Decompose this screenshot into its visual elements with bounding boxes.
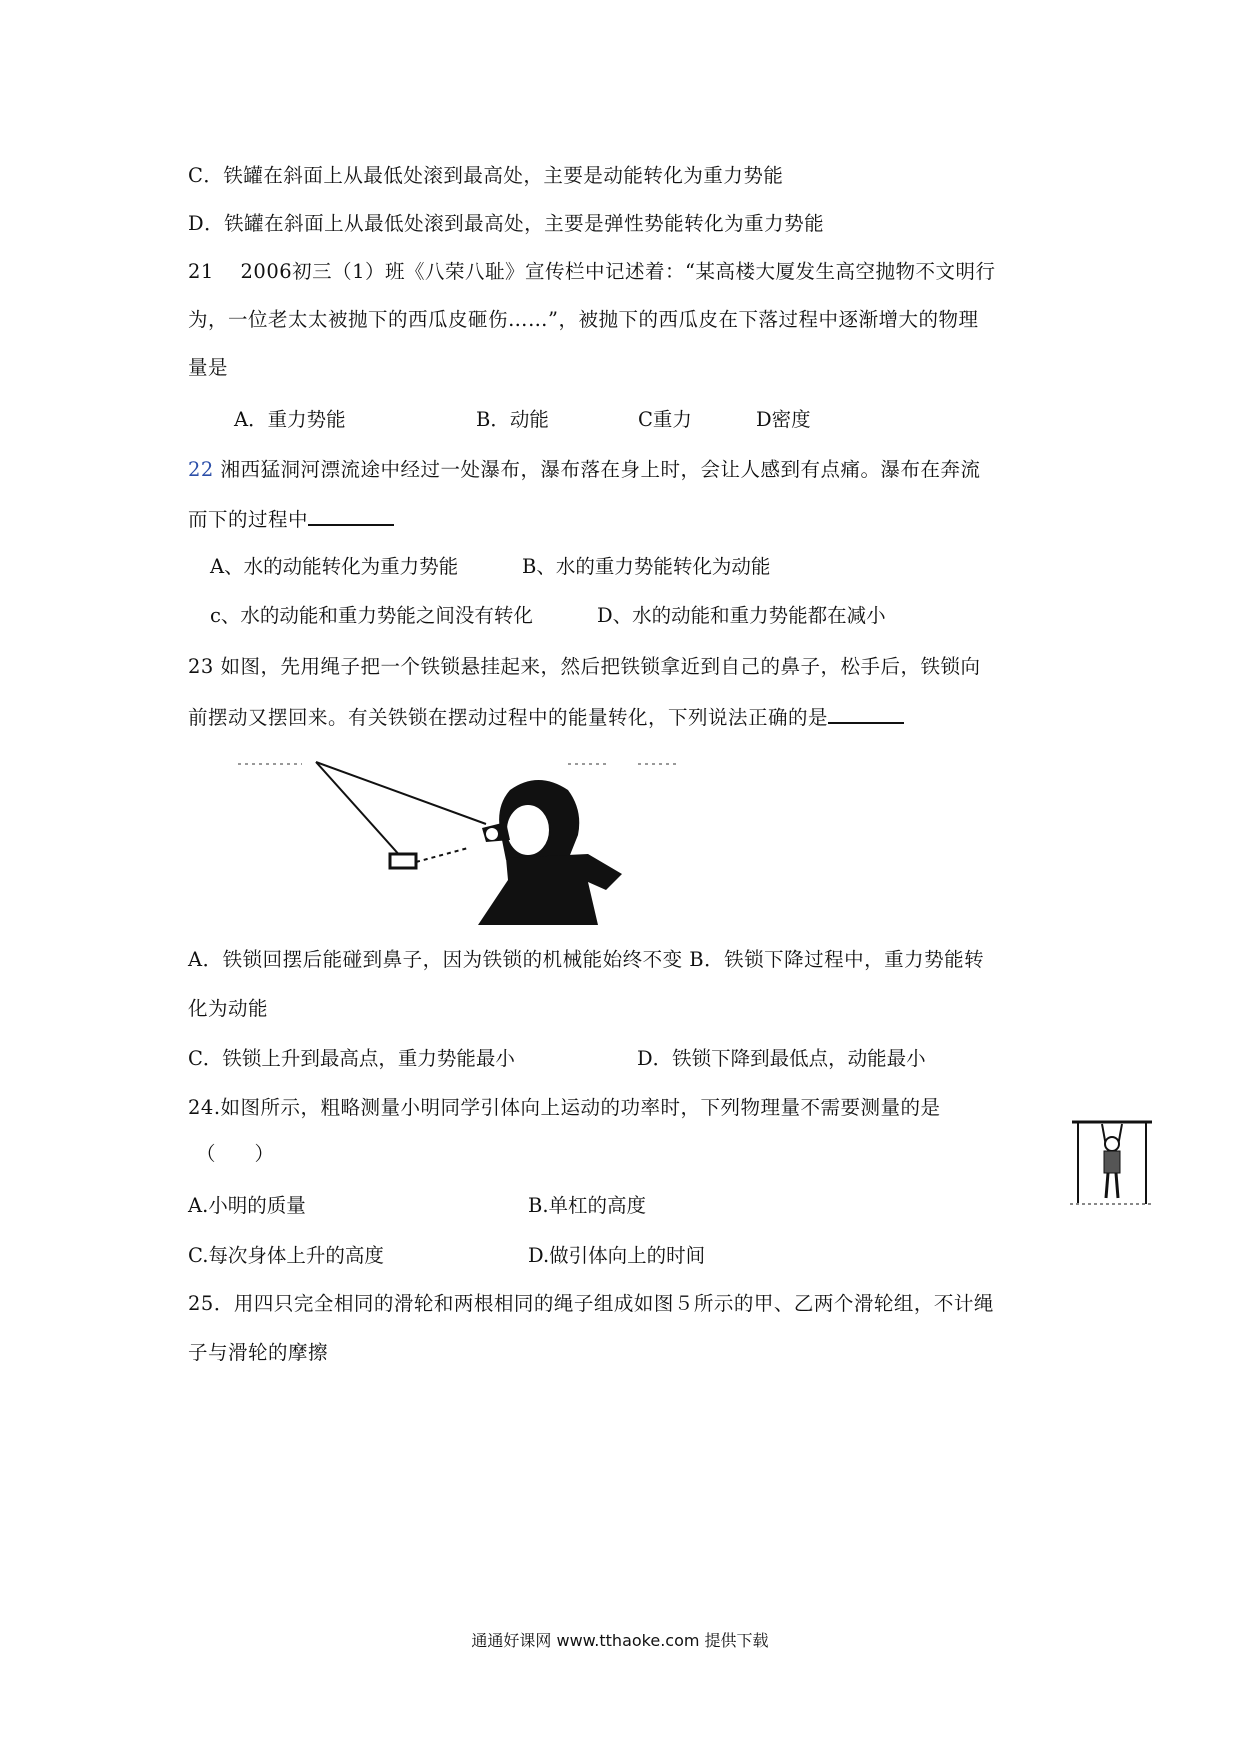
q24-line1: 24.如图所示，粗略测量小明同学引体向上运动的功率时，下列物理量不需要测量的是 bbox=[188, 1096, 941, 1119]
q21-option-d: D密度 bbox=[756, 408, 811, 431]
q23-line2 bbox=[188, 702, 904, 732]
q22-option-a: A、水的动能转化为重力势能 bbox=[210, 555, 459, 578]
q24-paren: （ ） bbox=[196, 1142, 275, 1165]
q23-option-ab-line1: A．铁锁回摆后能碰到鼻子，因为铁锁的机械能始终不变 B．铁锁下降过程中，重力势能转 bbox=[188, 948, 985, 971]
q23-answer-blank bbox=[828, 702, 904, 724]
q22-option-c: c、水的动能和重力势能之间没有转化 bbox=[210, 604, 533, 627]
q24-option-c: C.每次身体上升的高度 bbox=[188, 1244, 384, 1267]
q21-line2: 为，一位老太太被抛下的西瓜皮砸伤……”，被抛下的西瓜皮在下落过程中逐渐增大的物理 bbox=[188, 308, 979, 331]
q22-answer-blank bbox=[308, 504, 394, 526]
q22-line1 bbox=[188, 456, 981, 484]
q22-number: 22 bbox=[188, 458, 214, 481]
q23-option-c: C．铁锁上升到最高点，重力势能最小 bbox=[188, 1047, 515, 1070]
q21-option-c: C重力 bbox=[638, 408, 692, 431]
q24-option-a: A.小明的质量 bbox=[188, 1194, 306, 1217]
q22-line1-text: 湘西猛洞河漂流途中经过一处瀑布，瀑布落在身上时，会让人感到有点痛。瀑布在奔流 bbox=[213, 458, 981, 481]
q22-option-b: B、水的重力势能转化为动能 bbox=[522, 555, 771, 578]
q22-line2 bbox=[188, 504, 394, 534]
option-d-iron-can: D．铁罐在斜面上从最低处滚到最高处，主要是弹性势能转化为重力势能 bbox=[188, 212, 825, 235]
q23-line2-text: 前摆动又摆回来。有关铁锁在摆动过程中的能量转化，下列说法正确的是 bbox=[188, 706, 829, 729]
q23-line1: 23 如图，先用绳子把一个铁锁悬挂起来，然后把铁锁拿近到自己的鼻子，松手后，铁锁向 bbox=[188, 655, 981, 678]
page-footer: 通通好课网 www.tthaoke.com 提供下载 bbox=[471, 1631, 769, 1650]
q24-option-d: D.做引体向上的时间 bbox=[528, 1244, 706, 1267]
q22-option-d: D、水的动能和重力势能都在减小 bbox=[597, 604, 886, 627]
pull-up-figure bbox=[1066, 1118, 1158, 1210]
q21-line3: 量是 bbox=[188, 356, 229, 379]
q21-option-b: B．动能 bbox=[476, 408, 549, 431]
q25-line2: 子与滑轮的摩擦 bbox=[188, 1341, 329, 1364]
pendulum-lock-figure bbox=[238, 750, 718, 925]
q24-option-b: B.单杠的高度 bbox=[528, 1194, 647, 1217]
q23-option-d: D．铁锁下降到最低点，动能最小 bbox=[637, 1047, 926, 1070]
q21-line1: 21 2006初三（1）班《八荣八耻》宣传栏中记述着：“某高楼大厦发生高空抛物不文明行 bbox=[188, 260, 996, 283]
q23-option-ab-line2: 化为动能 bbox=[188, 997, 269, 1020]
q25-line1: 25．用四只完全相同的滑轮和两根相同的绳子组成如图５所示的甲、乙两个滑轮组，不计绳 bbox=[188, 1292, 994, 1315]
option-c-iron-can: C．铁罐在斜面上从最低处滚到最高处，主要是动能转化为重力势能 bbox=[188, 164, 784, 187]
q21-option-a: A．重力势能 bbox=[234, 408, 346, 431]
q22-line2-text: 而下的过程中 bbox=[188, 508, 309, 531]
